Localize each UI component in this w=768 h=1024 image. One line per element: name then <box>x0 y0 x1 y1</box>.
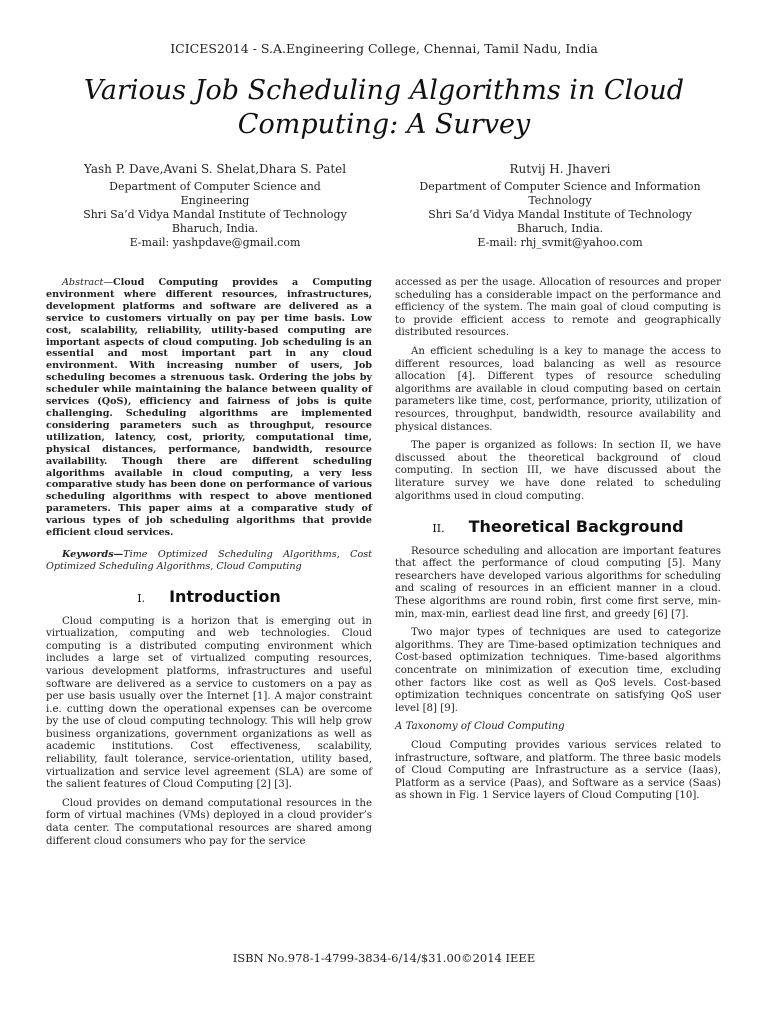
section-2-title: Theoretical Background <box>468 517 684 537</box>
intro-paragraph-3: An efficient scheduling is a key to manage the access to different resources, load balancing as well as resource allocation [4]. Different types of resource scheduling algorithms are available in cloud computing based on certain parameters like time, cost, performance, priority, utilization of resources, throughput, bandwidth, resource availability and physical distances. <box>395 345 721 433</box>
conference-header: ICICES2014 - S.A.Engineering College, Chennai, Tamil Nadu, India <box>170 41 598 56</box>
section-2-heading <box>395 517 721 537</box>
author-institute-left: Shri Sa’d Vidya Mandal Institute of Technology <box>83 208 347 221</box>
background-paragraph-3: Cloud Computing provides various services related to infrastructure, software, and platform. The three basic models of Cloud Computing are Infrastructure as a service (Iaas), Platform as a service (Paas), and Software as a service (Saas) as shown in Fig. 1 Service layers of Cloud Computing [10]. <box>395 740 721 802</box>
author-dept-line1-left: Department of Computer Science and <box>109 180 321 193</box>
author-email-left: E-mail: yashpdave@gmail.com <box>129 236 301 249</box>
author-institute-right: Shri Sa’d Vidya Mandal Institute of Technology <box>428 208 692 221</box>
abstract-label: Abstract— <box>62 277 113 288</box>
right-column <box>395 277 721 809</box>
keywords <box>46 549 372 573</box>
left-column <box>46 277 372 854</box>
background-paragraph-2: Two major types of techniques are used to categorize algorithms. They are Time-based optimization techniques and Cost-based optimization techniques. Time-based algorithms concentrate on minimization of execution time, excluding other factors like cost as well as QoS levels. Cost-based optimization techniques concentrate on satisfying QoS user level [8] [9]. <box>395 627 721 714</box>
author-dept-line1-right: Department of Computer Science and Information <box>419 180 701 193</box>
isbn-footer: ISBN No.978-1-4799-3834-6/14/$31.00©2014 IEEE <box>232 951 536 965</box>
section-1-number: I. <box>137 591 146 605</box>
author-city-left: Bharuch, India. <box>171 222 259 235</box>
intro-paragraph-1: Cloud computing is a horizon that is emerging out in virtualization, computing and web technologies. Cloud computing is a distributed computing environment which includes a large set of virtualized computing resources, various development platforms, infrastructures and useful software are delivered as a service to customers on a pay as per use basis usually over the Internet [1]. A major constraint i.e. cutting down the operational expenses can be overcome by the use of cloud computing technology. This will help grow business organizations, government organizations as well as academic institutions. Cost effectiveness, scalability, reliability, fault tolerance, service-orientation, utility based, virtualization and service level agreement (SLA) are some of the salient features of Cloud Computing [2] [3]. <box>46 615 372 791</box>
intro-paragraph-4: The paper is organized as follows: In section II, we have discussed about the theoretical background of cloud computing. In section III, we have discussed about the literature survey we have done related to scheduling algorithms used in cloud computing. <box>395 440 721 502</box>
author-block-right <box>410 162 710 250</box>
title-line-2: Computing: A Survey <box>237 109 531 140</box>
author-names-left: Yash P. Dave,Avani S. Shelat,Dhara S. Patel <box>83 162 347 176</box>
author-dept-line2-right: Technology <box>528 194 592 207</box>
intro-paragraph-2: Cloud provides on demand computational resources in the form of virtual machines (VMs) deployed in a cloud provider’s data center. The computational resources are shared among different cloud consumers who pay for the service <box>46 797 372 847</box>
paper-title <box>60 74 708 142</box>
author-names-right: Rutvij H. Jhaveri <box>509 162 611 176</box>
author-city-right: Bharuch, India. <box>516 222 604 235</box>
subsection-heading: A Taxonomy of Cloud Computing <box>395 721 565 733</box>
section-1-heading <box>46 586 372 606</box>
keywords-text: Time Optimized Scheduling Algorithms, Cost Optimized Scheduling Algorithms, Cloud Computing <box>46 548 372 572</box>
author-dept-line2-left: Engineering <box>180 194 250 207</box>
author-email-right: E-mail: rhj_svmit@yahoo.com <box>477 236 643 249</box>
abstract <box>46 277 372 539</box>
section-1-title: Introduction <box>169 586 281 606</box>
intro-paragraph-2-continued: accessed as per the usage. Allocation of resources and proper scheduling has a considerable impact on the performance and efficiency of the system. The main goal of cloud computing is to provide efficient access to remote and geographically distributed resources. <box>395 277 721 339</box>
section-2-number: II. <box>432 522 445 536</box>
keywords-label: Keywords— <box>62 548 124 560</box>
abstract-text: Cloud Computing provides a Computing environment where different resources, infrastructures, development platforms and software are delivered as a service to customers virtually on pay per time basis. Low cost, scalability, reliability, utility-based computing are important aspects of cloud computing. Job scheduling is an essential and most important part in any cloud environment. With increasing number of users, Job scheduling becomes a strenuous task. Ordering the jobs by scheduler while maintaining the balance between quality of services (QoS), efficiency and fairness of jobs is quite challenging. Scheduling algorithms are implemented considering parameters such as throughput, resource utilization, latency, cost, priority, computational time, physical distances, performance, bandwidth, resource availability. Though there are different scheduling algorithms available in cloud computing, a very less comparative study has been done on performance of various scheduling algorithms with respect to above mentioned parameters. This paper aims at a comparative study of various types of job scheduling algorithms that provide efficient cloud services. <box>46 277 372 539</box>
author-block-left <box>60 162 370 250</box>
background-paragraph-1: Resource scheduling and allocation are important features that affect the performance of cloud computing [5]. Many researchers have developed various algorithms for scheduling and scaling of resources in an efficient manner in a cloud. These algorithms are round robin, first come first serve, min-min, max-min, earliest dead line first, and greedy [6] [7]. <box>395 545 721 620</box>
title-line-1: Various Job Scheduling Algorithms in Cloud <box>83 75 685 106</box>
